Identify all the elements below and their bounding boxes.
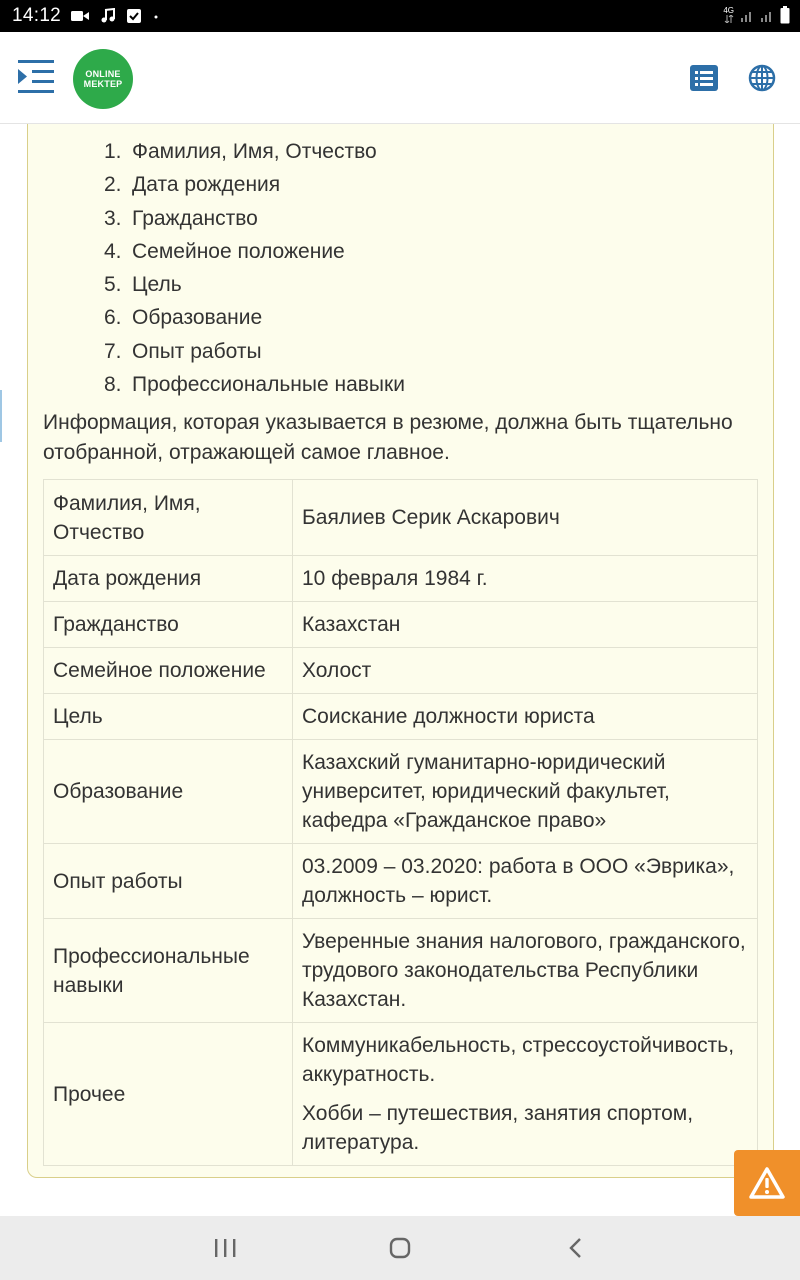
row-key: Семейное положение <box>44 648 293 694</box>
signal-icon <box>760 7 774 23</box>
resume-table <box>43 479 758 1166</box>
data-arrows-icon <box>724 15 734 23</box>
table-row <box>44 648 758 694</box>
menu-icon <box>18 60 56 94</box>
row-key: Гражданство <box>44 602 293 648</box>
list-item: 2. Дата рождения <box>104 173 281 197</box>
contents-list-button[interactable] <box>690 65 718 91</box>
dot-icon <box>152 8 160 24</box>
table-row <box>44 844 758 919</box>
list-item: 1. Фамилия, Имя, Отчество <box>104 140 377 163</box>
table-row <box>44 740 758 844</box>
logo-line-2: MEKTEP <box>83 79 123 89</box>
battery-icon <box>780 6 790 24</box>
row-value: Уверенные знания налогового, гражданского, трудового законодательства Республики Казахстан. <box>293 919 758 1023</box>
network-type: 4G <box>723 7 734 23</box>
recents-icon <box>213 1238 237 1258</box>
back-icon <box>567 1237 583 1259</box>
status-time: 14:12 <box>12 5 62 26</box>
list-item: 5. Цель <box>104 273 182 297</box>
row-value-line: Хобби – путешествия, занятия спортом, литература. <box>302 1102 694 1154</box>
list-icon <box>690 65 718 91</box>
table-row <box>44 602 758 648</box>
row-key: Прочее <box>44 1023 293 1166</box>
table-row <box>44 694 758 740</box>
back-button[interactable] <box>567 1237 583 1259</box>
video-icon <box>70 8 90 24</box>
row-value: 03.2009 – 03.2020: работа в ООО «Эврика», должность – юрист. <box>293 844 758 919</box>
row-value: Казахский гуманитарно-юридический университет, юридический факультет, кафедра «Гражданское право» <box>293 740 758 844</box>
music-icon <box>100 8 116 24</box>
side-scroll-marker <box>0 390 2 442</box>
row-value: Казахстан <box>293 602 758 648</box>
row-key: Профессиональные навыки <box>44 919 293 1023</box>
warning-icon <box>749 1167 785 1199</box>
list-item: 7. Опыт работы <box>104 339 262 363</box>
system-nav-bar <box>0 1216 800 1280</box>
resume-sections-list <box>104 135 405 401</box>
status-bar <box>0 0 800 32</box>
signal-icon <box>740 7 754 23</box>
list-item: 4. Семейное положение <box>104 239 345 263</box>
table-row <box>44 919 758 1023</box>
intro-paragraph: Информация, которая указывается в резюме, должна быть тщательно отобранной, отражающей самое главное. <box>43 411 733 464</box>
language-button[interactable] <box>748 64 776 92</box>
row-value: 10 февраля 1984 г. <box>293 556 758 602</box>
checkbox-icon <box>126 8 142 24</box>
recents-button[interactable] <box>213 1238 237 1258</box>
status-system-icons <box>723 6 790 24</box>
logo-line-1: ONLINE <box>85 69 121 79</box>
home-button[interactable] <box>389 1237 411 1259</box>
home-icon <box>389 1237 411 1259</box>
table-row <box>44 1023 758 1166</box>
row-key: Опыт работы <box>44 844 293 919</box>
row-key: Фамилия, Имя, Отчество <box>44 480 293 556</box>
app-header <box>0 32 800 124</box>
row-value: Холост <box>293 648 758 694</box>
table-row <box>44 480 758 556</box>
row-value: Соискание должности юриста <box>293 694 758 740</box>
list-item: 8. Профессиональные навыки <box>104 373 405 397</box>
row-value-line: Коммуникабельность, стрессоустойчивость, аккуратность. <box>302 1034 735 1086</box>
online-mektep-logo[interactable] <box>73 49 133 109</box>
row-value <box>293 1023 758 1166</box>
list-item: 6. Образование <box>104 306 263 330</box>
row-key: Дата рождения <box>44 556 293 602</box>
menu-toggle-button[interactable] <box>18 60 56 94</box>
row-value: Баялиев Серик Аскарович <box>293 480 758 556</box>
report-error-button[interactable] <box>734 1150 800 1216</box>
list-item: 3. Гражданство <box>104 206 258 230</box>
globe-icon <box>748 64 776 92</box>
row-key: Цель <box>44 694 293 740</box>
table-row <box>44 556 758 602</box>
status-notification-icons <box>70 8 160 24</box>
row-key: Образование <box>44 740 293 844</box>
